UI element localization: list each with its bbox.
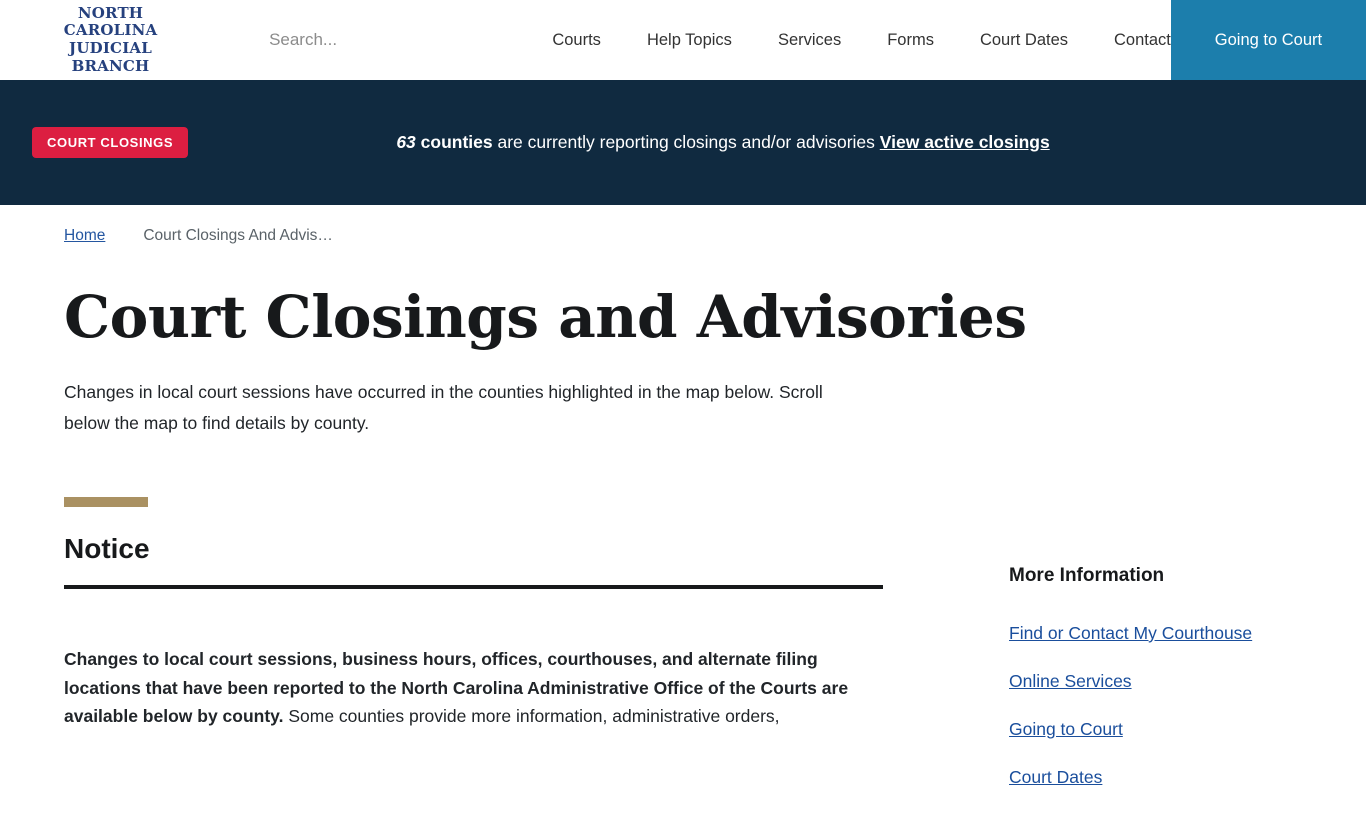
search-field-wrap	[269, 30, 492, 50]
notice-bold-text: Changes to local court sessions, business hours, offices, courthouses, and alternate filing locations that have been reported to the North Carolina Administrative Office of the Courts are available below by county.	[64, 649, 849, 726]
notice-paragraph	[64, 645, 886, 731]
sidebar-links	[1009, 623, 1309, 788]
nav-item-help-topics[interactable]: Help Topics	[646, 30, 732, 49]
logo-line: BRANCH	[71, 56, 150, 75]
nav-item-services[interactable]: Services	[777, 30, 842, 49]
sidebar-link-online-services[interactable]: Online Services	[1009, 671, 1132, 691]
breadcrumb-current: Court Closings And Advis…	[143, 227, 333, 244]
notice-regular-text: Some counties provide more information, administrative orders,	[288, 706, 780, 726]
sidebar-link-going-to-court[interactable]: Going to Court	[1009, 719, 1123, 739]
sidebar-link-find-courthouse[interactable]: Find or Contact My Courthouse	[1009, 623, 1253, 643]
court-closings-badge[interactable]: COURT CLOSINGS	[32, 127, 188, 158]
logo-line: NORTH	[77, 3, 144, 22]
logo-line: CAROLINA	[63, 21, 158, 40]
breadcrumb	[64, 227, 1366, 245]
banner-message	[0, 132, 1366, 153]
breadcrumb-home-link[interactable]: Home	[64, 227, 106, 244]
banner-message-text: are currently reporting closings and/or advisories	[497, 132, 875, 152]
county-count: 63	[396, 132, 416, 152]
sidebar-heading: More Information	[1009, 565, 1165, 586]
nav-item-courts[interactable]: Courts	[552, 30, 601, 49]
main-nav	[552, 31, 1171, 50]
court-closings-banner	[0, 80, 1366, 205]
intro-paragraph: Changes in local court sessions have occurred in the counties highlighted in the map below. Scroll below the map to find details by county.	[64, 382, 823, 433]
nav-item-court-dates[interactable]: Court Dates	[979, 30, 1069, 49]
county-count-label: counties	[420, 132, 493, 152]
nav-item-forms[interactable]: Forms	[887, 30, 934, 49]
site-header	[0, 0, 1366, 80]
gold-accent-bar	[64, 497, 148, 507]
notice-heading: Notice	[64, 533, 150, 564]
going-to-court-button[interactable]: Going to Court	[1171, 0, 1366, 80]
more-information-sidebar	[1009, 565, 1309, 815]
sidebar-link-court-dates[interactable]: Court Dates	[1009, 767, 1103, 787]
search-input[interactable]	[269, 30, 492, 50]
page-title: Court Closings and Advisories	[64, 283, 1027, 351]
nav-item-contact[interactable]: Contact	[1114, 30, 1171, 49]
notice-divider	[64, 585, 883, 589]
logo-line: JUDICIAL	[69, 39, 152, 57]
site-logo[interactable]	[62, 5, 159, 76]
view-active-closings-link[interactable]: View active closings	[879, 132, 1050, 152]
